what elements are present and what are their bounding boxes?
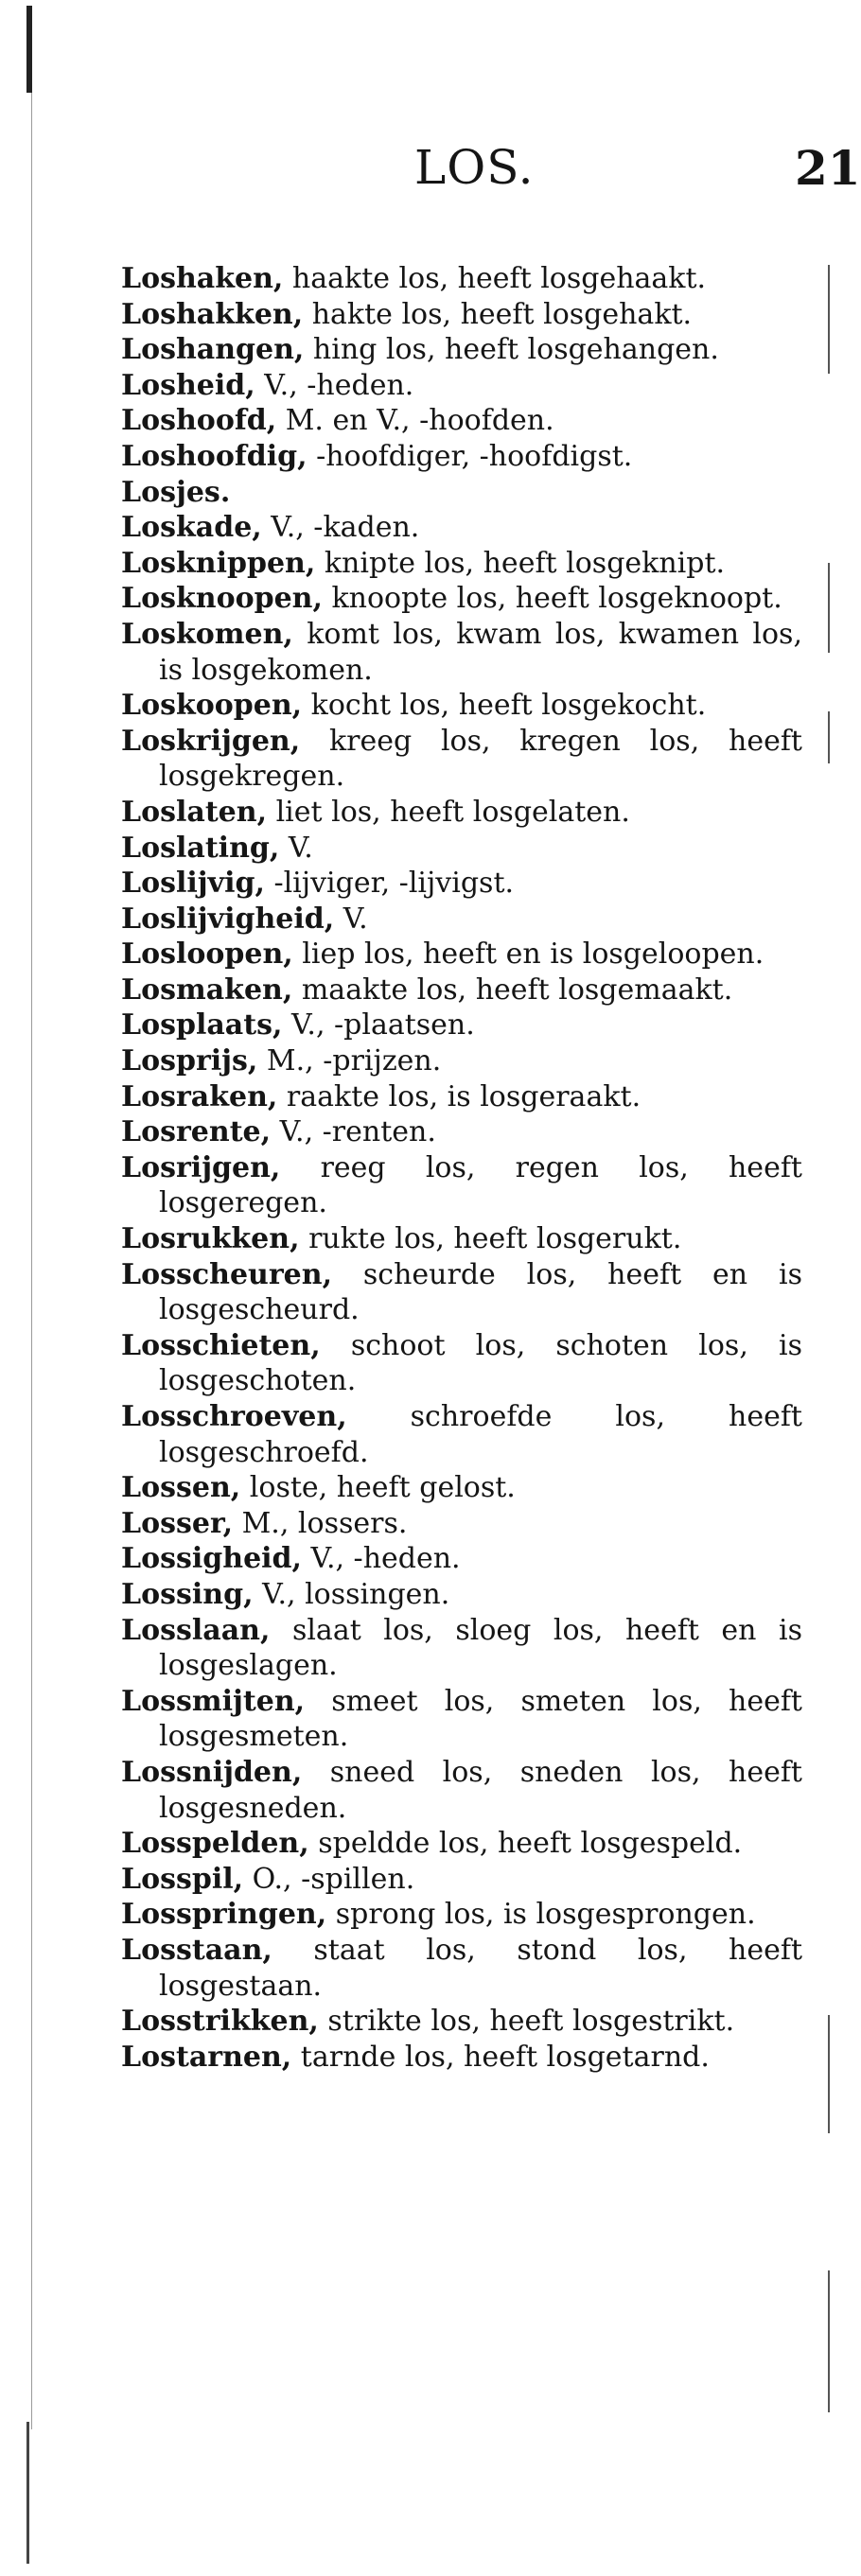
- entry-text: rukte los, heeft losgerukt.: [308, 1222, 682, 1256]
- entry-headword: Losscheuren,: [121, 1257, 333, 1291]
- entry-text: liet los, heeft losgelaten.: [275, 795, 630, 829]
- entry-text: tarnde los, heeft losgetarnd.: [300, 2040, 710, 2074]
- entry-headword: Lossing,: [121, 1577, 254, 1611]
- dictionary-entry: [121, 1043, 802, 1079]
- binding-edge: [31, 93, 32, 2429]
- entry-text: V., -renten.: [279, 1115, 436, 1149]
- entry-text: haakte los, heeft losgehaakt.: [291, 262, 707, 295]
- dictionary-entries: [121, 261, 802, 2075]
- entry-headword: Loshaken,: [121, 262, 284, 295]
- entry-headword: Losstaan,: [121, 1933, 272, 1967]
- entry-headword: Losmaken,: [121, 973, 293, 1007]
- entry-text: M. en V., -hoofden.: [285, 404, 554, 438]
- dictionary-entry: [121, 1257, 802, 1328]
- dictionary-entry: [121, 1506, 802, 1542]
- entry-text: V., -kaden.: [271, 511, 420, 545]
- dictionary-entry: [121, 581, 802, 617]
- entry-text: M., lossers.: [241, 1506, 408, 1540]
- entry-headword: Losser,: [121, 1506, 234, 1540]
- margin-mark: [828, 563, 830, 653]
- margin-mark: [828, 2015, 830, 2133]
- binding-edge-bottom: [26, 2422, 29, 2564]
- entry-headword: Losknippen,: [121, 546, 316, 580]
- entry-text: knipte los, heeft losgeknipt.: [324, 546, 726, 580]
- dictionary-entry: [121, 2040, 802, 2076]
- margin-mark: [828, 265, 830, 374]
- entry-text: speldde los, heeft losgespeld.: [318, 1827, 743, 1861]
- entry-headword: Losspelden,: [121, 1827, 309, 1861]
- entry-headword: Losraken,: [121, 1079, 278, 1113]
- entry-text: staat los, stond los, heeft losgestaan.: [159, 1933, 802, 2003]
- entry-text: schroefde los, heeft losgeschroefd.: [159, 1400, 802, 1469]
- entry-text: V.: [288, 831, 313, 865]
- dictionary-entry: [121, 1150, 802, 1221]
- entry-headword: Losspringen,: [121, 1898, 327, 1932]
- entry-headword: Losrijgen,: [121, 1150, 281, 1184]
- dictionary-entry: [121, 297, 802, 333]
- entry-headword: Losrukken,: [121, 1222, 300, 1256]
- entry-headword: Loskoopen,: [121, 689, 303, 723]
- entry-text: komt los, kwam los, kwamen los, is losgekomen.: [159, 617, 802, 687]
- dictionary-entry: [121, 2004, 802, 2040]
- entry-headword: Losschieten,: [121, 1328, 321, 1362]
- dictionary-entry: [121, 1399, 802, 1470]
- dictionary-entry: [121, 546, 802, 582]
- entry-headword: Loshoofdig,: [121, 439, 308, 473]
- margin-mark: [828, 2270, 830, 2412]
- dictionary-entry: [121, 1470, 802, 1506]
- dictionary-entry: [121, 439, 802, 475]
- entry-text: sprong los, is losgesprongen.: [335, 1898, 756, 1932]
- entry-text: -lijviger, -lijvigst.: [273, 867, 515, 901]
- entry-headword: Lossigheid,: [121, 1542, 302, 1576]
- dictionary-entry: [121, 1613, 802, 1684]
- dictionary-entry: [121, 1328, 802, 1399]
- entry-text: knoopte los, heeft losgeknoopt.: [331, 582, 782, 616]
- entry-text: reeg los, regen los, heeft losgeregen.: [159, 1150, 802, 1220]
- dictionary-entry: [121, 1541, 802, 1577]
- dictionary-entry: [121, 1684, 802, 1755]
- entry-text: strikte los, heeft losgestrikt.: [327, 2005, 735, 2039]
- entry-text: liep los, heeft en is losgeloopen.: [302, 938, 764, 972]
- dictionary-entry: [121, 724, 802, 795]
- entry-headword: Loshoofd,: [121, 404, 277, 438]
- entry-headword: Losspil,: [121, 1862, 244, 1896]
- entry-headword: Losstrikken,: [121, 2005, 319, 2039]
- entry-headword: Loshangen,: [121, 333, 305, 367]
- entry-headword: Loslijvig,: [121, 867, 265, 901]
- dictionary-entry: [121, 1826, 802, 1862]
- dictionary-entry: [121, 688, 802, 724]
- dictionary-entry: [121, 261, 802, 297]
- entry-text: schoot los, schoten los, is losgeschoten.: [159, 1328, 802, 1398]
- entry-text: M., -prijzen.: [266, 1044, 442, 1078]
- entry-headword: Losslaan,: [121, 1613, 271, 1647]
- entry-headword: Loslating,: [121, 831, 280, 865]
- entry-headword: Loskrijgen,: [121, 724, 301, 758]
- dictionary-entry: [121, 1755, 802, 1826]
- dictionary-entry: [121, 1114, 802, 1150]
- entry-headword: Loslijvigheid,: [121, 902, 335, 936]
- entry-text: raakte los, is losgeraakt.: [286, 1079, 641, 1113]
- entry-text: V., lossingen.: [262, 1577, 450, 1611]
- entry-headword: Loslaten,: [121, 795, 268, 829]
- entry-text: O., -spillen.: [252, 1862, 415, 1896]
- entry-headword: Losschroeven,: [121, 1400, 347, 1433]
- dictionary-entry: [121, 368, 802, 404]
- dictionary-entry: [121, 902, 802, 938]
- entry-headword: Losloopen,: [121, 938, 293, 972]
- dictionary-entry: [121, 1862, 802, 1898]
- dictionary-entry: [121, 1008, 802, 1043]
- running-header: LOS.: [414, 140, 535, 195]
- dictionary-entry: [121, 1079, 802, 1115]
- dictionary-entry: [121, 973, 802, 1008]
- entry-headword: Losheid,: [121, 368, 255, 402]
- dictionary-entry: [121, 831, 802, 867]
- entry-text: maakte los, heeft losgemaakt.: [301, 973, 733, 1007]
- entry-headword: Loskomen,: [121, 617, 293, 651]
- entry-text: V.: [343, 902, 368, 936]
- page-number: 21: [795, 140, 861, 196]
- dictionary-entry: [121, 795, 802, 831]
- entry-headword: Lossmijten,: [121, 1684, 306, 1718]
- entry-text: hing los, heeft losgehangen.: [312, 333, 719, 367]
- entry-text: V., -plaatsen.: [290, 1008, 475, 1043]
- entry-headword: Losjes.: [121, 475, 231, 509]
- dictionary-entry: [121, 510, 802, 546]
- dictionary-entry: [121, 1577, 802, 1613]
- entry-headword: Losplaats,: [121, 1008, 283, 1043]
- entry-text: slaat los, sloeg los, heeft en is losgeslagen.: [159, 1613, 802, 1683]
- dictionary-entry: [121, 617, 802, 688]
- dictionary-entry: [121, 332, 802, 368]
- dictionary-entry: [121, 475, 802, 511]
- dictionary-entry: [121, 1897, 802, 1933]
- entry-headword: Lostarnen,: [121, 2040, 292, 2074]
- entry-headword: Losrente,: [121, 1115, 272, 1149]
- dictionary-entry: [121, 937, 802, 973]
- entry-text: sneed los, sneden los, heeft losgesneden.: [159, 1755, 802, 1825]
- entry-headword: Losknoopen,: [121, 582, 323, 616]
- margin-mark: [828, 711, 830, 763]
- dictionary-entry: [121, 866, 802, 902]
- entry-text: kreeg los, kregen los, heeft losgekregen.: [159, 724, 802, 794]
- entry-text: kocht los, heeft losgekocht.: [310, 689, 707, 723]
- entry-text: loste, heeft gelost.: [249, 1471, 516, 1505]
- entry-text: hakte los, heeft losgehakt.: [311, 297, 693, 331]
- dictionary-entry: [121, 1221, 802, 1257]
- dictionary-entry: [121, 403, 802, 439]
- entry-text: smeet los, smeten los, heeft losgesmeten.: [159, 1684, 802, 1754]
- entry-text: V., -heden.: [310, 1542, 461, 1576]
- dictionary-entry: [121, 1933, 802, 2004]
- entry-headword: Loshakken,: [121, 297, 304, 331]
- entry-text: scheurde los, heeft en is losgescheurd.: [159, 1257, 802, 1327]
- entry-headword: Losprijs,: [121, 1044, 258, 1078]
- entry-text: -hoofdiger, -hoofdigst.: [316, 439, 633, 473]
- binding-edge-top: [26, 6, 32, 93]
- entry-text: V., -heden.: [264, 368, 414, 402]
- entry-headword: Lossnijden,: [121, 1755, 303, 1789]
- entry-headword: Lossen,: [121, 1471, 241, 1505]
- entry-headword: Loskade,: [121, 511, 262, 545]
